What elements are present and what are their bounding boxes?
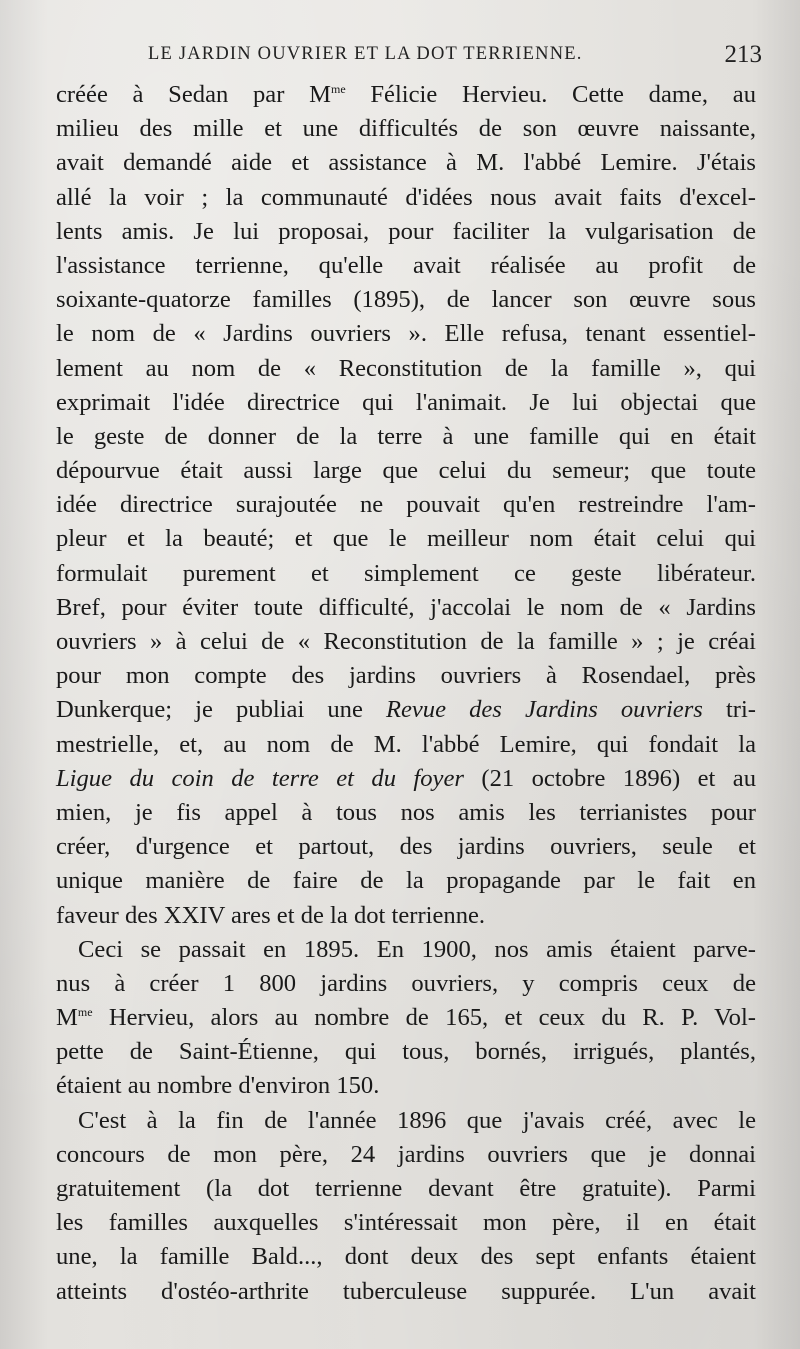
text-line: atteints d'ostéo-arthrite tuberculeuse suppurée. L'un avait bbox=[56, 1277, 756, 1305]
text-line: le nom de « Jardins ouvriers ». Elle refusa, tenant essentiel- bbox=[56, 320, 756, 348]
text-line: avait demandé aide et assistance à M. l'abbé Lemire. J'étais bbox=[56, 149, 756, 177]
league-title: Ligue du coin de terre et du foyer bbox=[56, 764, 464, 792]
text-line: les familles auxquelles s'intéressait mon père, il en était bbox=[56, 1209, 756, 1237]
paragraph bbox=[56, 78, 756, 933]
text-line: C'est à la fin de l'année 1896 que j'avais créé, avec le bbox=[78, 1106, 756, 1134]
text-line: formulait purement et simplement ce geste libérateur. bbox=[56, 559, 756, 587]
paragraph bbox=[56, 933, 756, 1104]
text-line: nus à créer 1 800 jardins ouvriers, y compris ceux de bbox=[56, 969, 756, 997]
text-line: faveur des XXIV ares et de la dot terrienne. bbox=[56, 901, 486, 929]
text-line: étaient au nombre d'environ 150. bbox=[56, 1072, 380, 1100]
text-line: idée directrice surajoutée ne pouvait qu'en restreindre l'am- bbox=[56, 491, 756, 519]
page-number: 213 bbox=[724, 41, 762, 68]
text-line: lement au nom de « Reconstitution de la famille », qui bbox=[56, 354, 756, 382]
text-line: dépourvue était aussi large que celui du semeur; que toute bbox=[56, 457, 756, 485]
text-line: unique manière de faire de la propagande par le fait en bbox=[56, 867, 756, 895]
text-line: Dunkerque; je publiai une Revue des Jardins ouvriers tri- bbox=[56, 696, 756, 724]
text-line: créer, d'urgence et partout, des jardins ouvriers, seule et bbox=[56, 833, 756, 861]
text-line: pleur et la beauté; et que le meilleur nom était celui qui bbox=[56, 525, 756, 553]
text-line: Bref, pour éviter toute difficulté, j'accolai le nom de « Jardins bbox=[56, 593, 756, 621]
text-line: gratuitement (la dot terrienne devant être gratuite). Parmi bbox=[56, 1175, 756, 1202]
text-line: Ligue du coin de terre et du foyer (21 octobre 1896) et au bbox=[56, 764, 756, 792]
body-text bbox=[56, 78, 756, 1309]
text-line: ouvriers » à celui de « Reconstitution de la famille » ; je créai bbox=[56, 628, 756, 655]
journal-title: Revue des Jardins ouvriers bbox=[385, 696, 703, 724]
text-line: le geste de donner de la terre à une famille qui en était bbox=[56, 422, 756, 450]
running-title: LE JARDIN OUVRIER ET LA DOT TERRIENNE. bbox=[148, 44, 583, 64]
text-line: une, la famille Bald..., dont deux des sept enfants étaient bbox=[56, 1243, 756, 1271]
text-line: $M^{me}$ Hervieu, alors au nombre de 165, et ceux du R. P. Vol- bbox=[56, 1004, 756, 1032]
text-line: lents amis. Je lui proposai, pour faciliter la vulgarisation de bbox=[56, 217, 756, 245]
text-line: soixante-quatorze familles (1895), de lancer son œuvre sous bbox=[56, 286, 756, 314]
text-line: exprimait l'idée directrice qui l'animait. Je lui objectai que bbox=[56, 388, 756, 416]
text-line: milieu des mille et une difficultés de son œuvre naissante, bbox=[56, 115, 756, 143]
paragraph bbox=[56, 1104, 756, 1309]
text-line: l'assistance terrienne, qu'elle avait réalisée au profit de bbox=[56, 251, 756, 279]
page-header bbox=[148, 41, 762, 74]
text-line: pour mon compte des jardins ouvriers à Rosendael, près bbox=[56, 662, 756, 690]
text-line: concours de mon père, 24 jardins ouvriers que je donnai bbox=[56, 1140, 756, 1168]
text-line: mestrielle, et, au nom de M. l'abbé Lemire, qui fondait la bbox=[56, 730, 756, 758]
text-line: mien, je fis appel à tous nos amis les terrianistes pour bbox=[56, 798, 756, 826]
text-line: pette de Saint-Étienne, qui tous, bornés, irrigués, plantés, bbox=[56, 1038, 756, 1066]
text-line: allé la voir ; la communauté d'idées nous avait faits d'excel- bbox=[56, 183, 756, 211]
text-line: Ceci se passait en 1895. En 1900, nos amis étaient parve- bbox=[78, 935, 756, 963]
text-line: créée à Sedan par $M^{me}$ Félicie Hervieu. Cette dame, au bbox=[56, 81, 756, 108]
